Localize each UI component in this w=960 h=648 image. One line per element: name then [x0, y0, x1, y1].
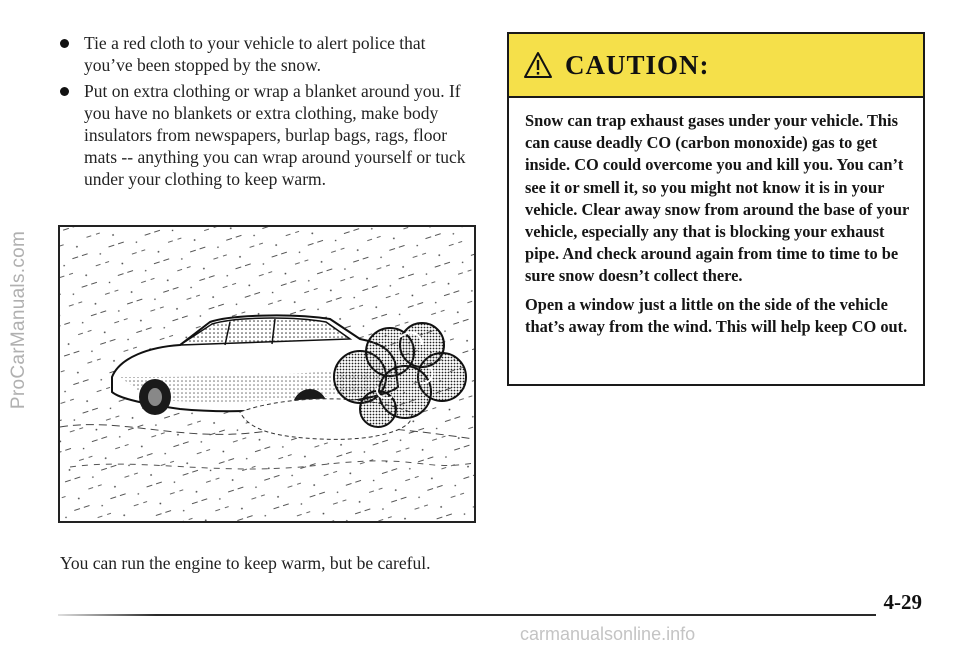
caution-body	[509, 98, 923, 338]
bullet-dot-icon	[60, 39, 69, 48]
bullet-dot-icon	[60, 87, 69, 96]
bullet-list	[58, 32, 478, 194]
page-rule	[58, 614, 876, 616]
watermark-procarmanuals: ProCarManuals.com	[8, 230, 29, 410]
caution-paragraph: Open a window just a little on the side of the vehicle that’s away from the wind. This will help keep CO out.	[525, 294, 908, 336]
page-number: 4-29	[883, 590, 922, 614]
bullet-item	[58, 80, 478, 190]
car-in-snow-image	[60, 227, 474, 521]
warning-triangle-icon	[523, 51, 553, 79]
caution-paragraph: Snow can trap exhaust gases under your vehicle. This can cause deadly CO (carbon monoxide) gas to get inside. CO could overcome you and kill you. You can’t see it or smell it, so you might not know it is in your vehicle. Clear away snow from around the base of your vehicle, especially any that is blocking your exhaust pipe. And check around again from time to time to be sure snow doesn’t collect there.	[525, 111, 909, 286]
bullet-text: Put on extra clothing or wrap a blanket around you. If you have no blankets or extra clothing, make body insulators from newspapers, burlap bags, rags, floor mats -- anything you can wrap around yourself or tuck under your clothing to keep warm.	[84, 81, 466, 189]
body-paragraph: You can run the engine to keep warm, but be careful.	[60, 553, 431, 573]
snowbound-car-illustration	[58, 225, 476, 523]
bullet-item	[58, 32, 478, 76]
caution-box	[507, 32, 925, 386]
caution-header	[509, 34, 923, 98]
caution-title: CAUTION:	[565, 49, 710, 80]
bullet-text: Tie a red cloth to your vehicle to alert police that you’ve been stopped by the snow.	[84, 33, 426, 75]
watermark-carmanualsonline: carmanualsonline.info	[520, 624, 696, 644]
